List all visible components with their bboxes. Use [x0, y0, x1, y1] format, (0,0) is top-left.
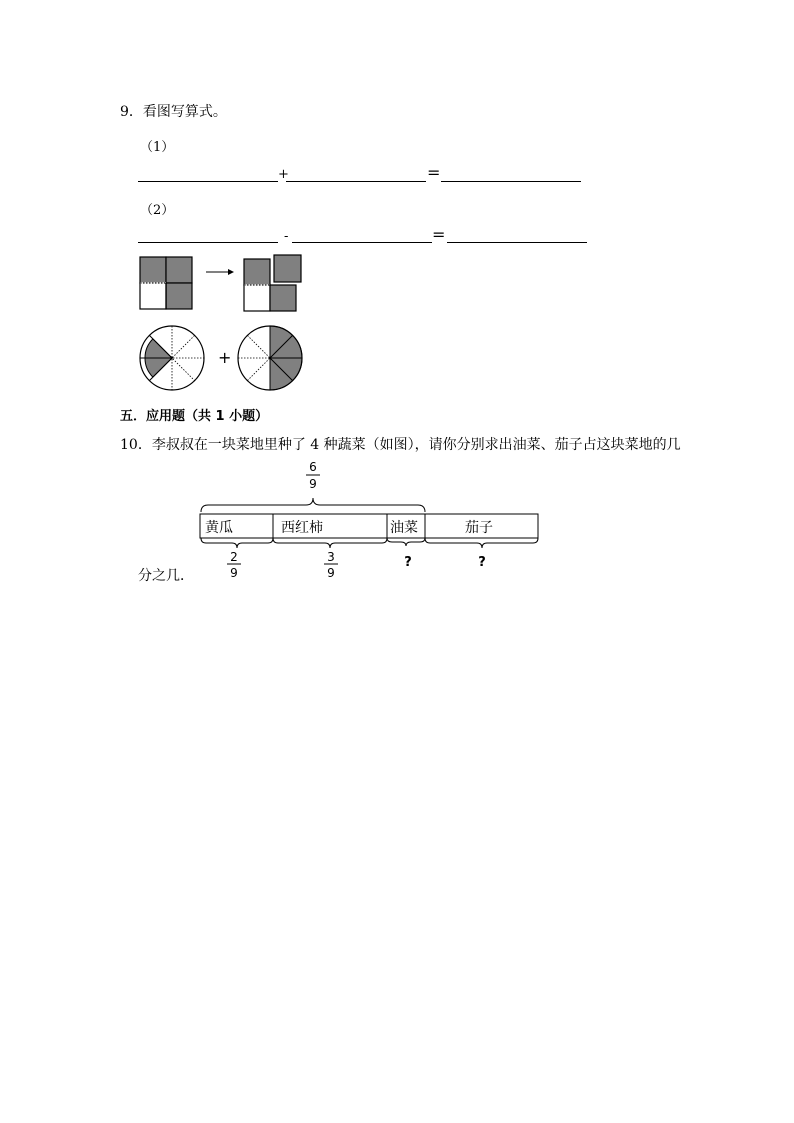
- question-prompt: 看图写算式。: [142, 104, 227, 120]
- fraction-cucumber-denominator: 9: [230, 566, 238, 580]
- brace-tomato: [273, 538, 387, 548]
- fraction-tomato-numerator: 3: [327, 550, 335, 564]
- unknown-eggplant: ?: [478, 555, 486, 570]
- circle-right: [238, 326, 302, 390]
- segment-rapeseed: 油菜: [390, 520, 418, 536]
- segment-tomato: 西红柿: [281, 520, 323, 536]
- question-prompt: 李叔叔在一块菜地里种了 4 种蔬菜（如图），请你分别求出油菜、茄子占这块菜地的几: [151, 437, 681, 453]
- plus-sign: +: [218, 348, 232, 367]
- brace-eggplant: [425, 538, 538, 548]
- part-1-blank-a[interactable]: [138, 181, 278, 182]
- circle-left: [140, 326, 204, 390]
- split-square: [244, 255, 301, 311]
- part-2-blank-b[interactable]: [292, 242, 432, 243]
- whole-square: [140, 257, 192, 309]
- part-2-label: （2）: [140, 203, 175, 218]
- minus-sign: -: [284, 229, 289, 244]
- plus-sign: +: [278, 167, 289, 182]
- section-title: 五．应用题（共 1 小题）: [120, 409, 269, 424]
- question-number: 10．: [120, 437, 152, 453]
- segment-cucumber: 黄瓜: [205, 520, 233, 536]
- part-2-blank-result[interactable]: [447, 242, 587, 243]
- vegetable-bar-diagram: [195, 460, 545, 585]
- question-number: 9．: [120, 104, 143, 120]
- question-9-title: [120, 104, 227, 120]
- equals-sign: =: [432, 225, 446, 244]
- unknown-rapeseed: ?: [404, 555, 412, 570]
- top-fraction-numerator: 6: [309, 460, 317, 474]
- fraction-cucumber-numerator: 2: [230, 550, 238, 564]
- part-1-label: （1）: [140, 140, 175, 155]
- top-fraction-denominator: 9: [309, 477, 317, 491]
- question-10-text: [120, 437, 681, 453]
- brace-cucumber: [201, 538, 273, 548]
- square-subtraction-figure: [136, 253, 306, 315]
- arrow-icon: [206, 269, 234, 275]
- part-2-blank-a[interactable]: [138, 242, 278, 243]
- top-brace: [201, 498, 425, 512]
- part-1-blank-result[interactable]: [441, 181, 581, 182]
- fraction-tomato-denominator: 9: [327, 566, 335, 580]
- part-1-blank-b[interactable]: [286, 181, 426, 182]
- equals-sign: =: [427, 163, 441, 182]
- question-10-continuation: 分之几．: [138, 568, 194, 584]
- circle-addition-figure: [136, 322, 308, 394]
- brace-rapeseed: [387, 538, 425, 546]
- segment-eggplant: 茄子: [465, 520, 493, 536]
